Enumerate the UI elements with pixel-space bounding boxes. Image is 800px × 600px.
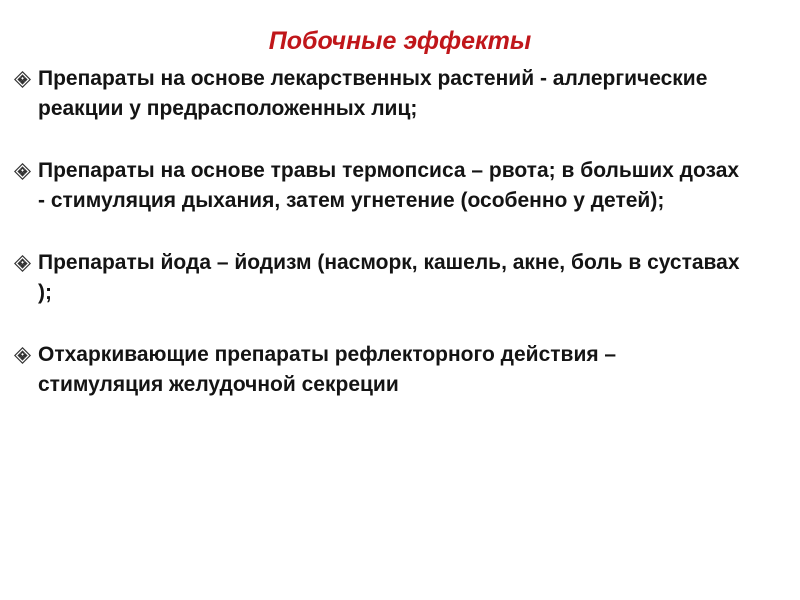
- list-item: [14, 248, 744, 308]
- slide-title: Побочные эффекты: [268, 27, 532, 55]
- list-item-text: Препараты йода – йодизм (насморк, кашель, акне, боль в суставах );: [38, 251, 740, 304]
- list-item-text: Препараты на основе лекарственных растений - аллергические реакции у предрасположенных лиц;: [38, 67, 708, 120]
- side-effects-list: [14, 64, 744, 400]
- diamond-bullet-icon: [14, 347, 31, 364]
- list-item-text: Отхаркивающие препараты рефлекторного действия – стимуляция желудочной секреции: [38, 343, 617, 396]
- list-item: [14, 156, 744, 216]
- diamond-bullet-icon: [14, 163, 31, 180]
- list-item: [14, 340, 744, 400]
- list-item-text: Препараты на основе травы термопсиса – рвота; в больших дозах - стимуляция дыхания, затем угнетение (особенно у детей);: [38, 159, 740, 212]
- diamond-bullet-icon: [14, 255, 31, 272]
- diamond-bullet-icon: [14, 71, 31, 88]
- list-item: [14, 64, 744, 124]
